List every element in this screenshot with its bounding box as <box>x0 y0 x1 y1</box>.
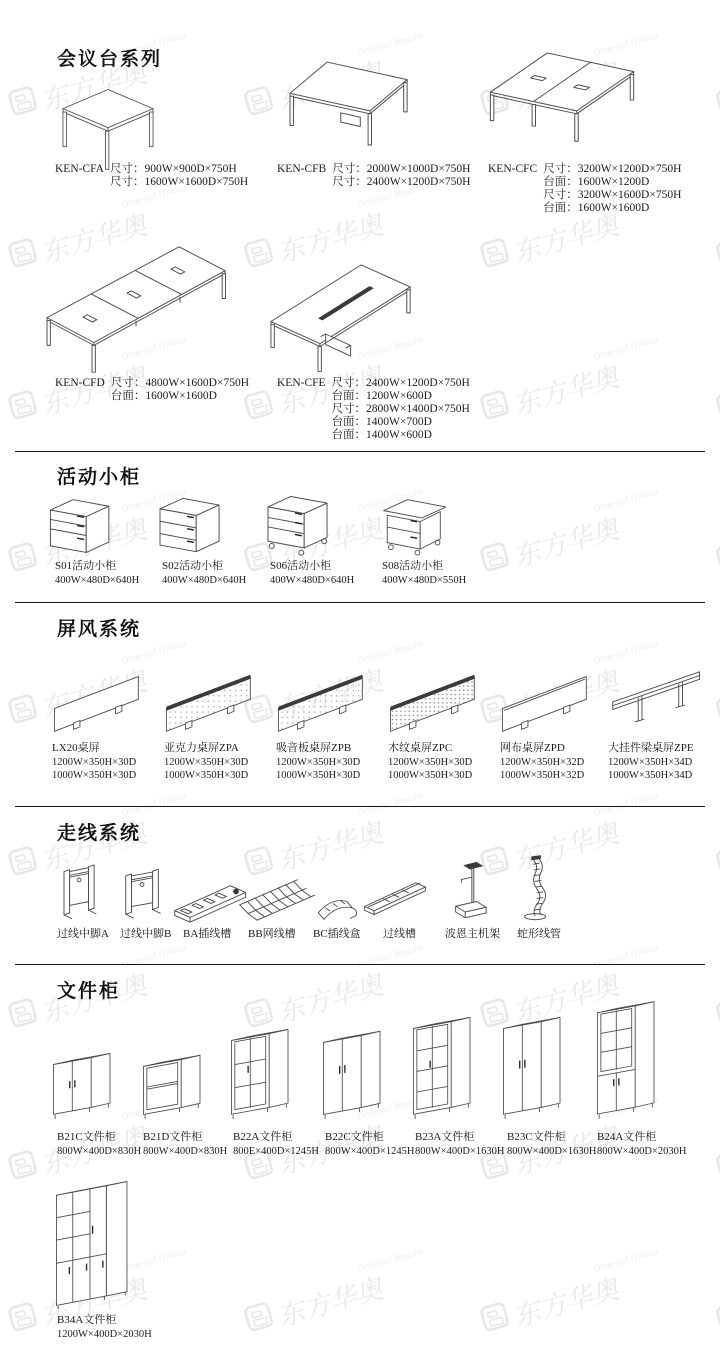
illustration-zpc-screen <box>386 672 486 734</box>
product-dims: 1200W×350H×30D <box>52 756 137 768</box>
product-name: S01活动小柜 <box>55 560 117 572</box>
spec-line: 尺寸：1600W×1600D×750H <box>109 176 249 188</box>
product-dims: 800W×400D×1630H <box>507 1145 597 1157</box>
section-divider <box>15 964 705 965</box>
product-dims: 800W×400D×2030H <box>597 1145 687 1157</box>
product-name: 过线槽 <box>383 928 416 940</box>
product-label <box>597 1131 686 1158</box>
product-code: KEN-CFE <box>277 377 326 389</box>
section-title: 会议台系列 <box>57 49 163 70</box>
section-divider <box>15 602 705 603</box>
product-dims: 1200W×350H×30D <box>276 756 361 768</box>
product-label <box>183 928 231 942</box>
illustration-snake-cable-spine <box>516 856 558 922</box>
illustration-cable-duct <box>360 878 430 916</box>
product-dims: 1000W×350H×30D <box>276 770 361 781</box>
illustration-b23c-cabinet <box>500 1013 572 1123</box>
product-name: LX20桌屏 <box>52 742 100 754</box>
spec-line: 尺寸：3200W×1600D×750H <box>543 189 682 201</box>
illustration-s06-pedestal <box>268 492 348 560</box>
illustration-ken-cfc <box>488 50 638 156</box>
product-dims: 1000W×350H×34D <box>608 770 693 781</box>
product-name: S06活动小柜 <box>270 560 332 572</box>
product-name: B22C文件柜 <box>325 1131 384 1143</box>
product-dims: 1000W×350H×30D <box>388 770 473 781</box>
spec-line: 尺寸：4800W×1600D×750H <box>110 377 250 389</box>
product-dims: 400W×480D×640H <box>162 574 247 586</box>
section-title: 走线系统 <box>57 823 142 844</box>
spec-line: 台面：1400W×600D <box>331 429 432 441</box>
product-label <box>270 560 354 587</box>
product-label <box>383 928 416 942</box>
section-divider <box>15 806 705 807</box>
product-code: KEN-CFA <box>55 163 104 175</box>
product-dims: 1200W×400D×2030H <box>57 1328 152 1340</box>
product-label <box>52 742 136 783</box>
illustration-ken-cfd <box>42 242 232 376</box>
product-label <box>325 1131 414 1158</box>
illustration-ken-cfb <box>290 58 412 154</box>
spec-line: 尺寸：2800W×1400D×750H <box>331 403 470 415</box>
product-dims: 1200W×350H×30D <box>164 756 249 768</box>
illustration-b34a-cabinet <box>53 1178 139 1309</box>
section-divider <box>15 451 705 452</box>
product-name: B21D文件柜 <box>143 1131 203 1143</box>
illustration-s02-pedestal <box>160 492 240 560</box>
spec-line: 尺寸：2000W×1000D×750H <box>332 163 471 175</box>
spec-line: 台面：1600W×1600D <box>110 390 217 402</box>
product-code: KEN-CFC <box>488 163 538 175</box>
product-dims: 800W×400D×1245H <box>325 1145 415 1157</box>
product-name: 过线中脚A <box>57 928 109 940</box>
product-name: 吸音板桌屏ZPB <box>276 742 352 754</box>
product-label <box>313 928 361 942</box>
product-label <box>143 1131 227 1158</box>
product-dims: 800W×400D×830H <box>57 1145 142 1157</box>
illustration-b22a-cabinet <box>228 1025 300 1123</box>
illustration-cpu-holder <box>448 860 490 922</box>
product-name: B34A文件柜 <box>57 1314 117 1326</box>
product-label <box>233 1131 319 1158</box>
product-name: 波恩主机架 <box>445 928 500 940</box>
product-name: 蛇形线管 <box>517 928 561 940</box>
product-dims: 1200W×350H×34D <box>608 756 693 768</box>
illustration-b21c-cabinet <box>50 1049 122 1123</box>
illustration-ken-cfe <box>270 261 414 359</box>
product-name: 网布桌屏ZPD <box>500 742 565 754</box>
product-dims: 1200W×350H×32D <box>500 756 585 768</box>
illustration-b21d-cabinet <box>140 1051 212 1123</box>
product-name: S08活动小柜 <box>382 560 444 572</box>
product-label <box>445 928 500 942</box>
product-label <box>55 377 249 403</box>
spec-line: 台面：1200W×600D <box>331 390 432 402</box>
product-label <box>57 1131 141 1158</box>
product-label <box>162 560 246 587</box>
illustration-zpd-screen <box>498 672 598 734</box>
product-name: S02活动小柜 <box>162 560 224 572</box>
illustration-cable-mid-leg-a <box>58 864 102 928</box>
product-label <box>55 163 248 189</box>
product-name: BA插线槽 <box>183 928 232 940</box>
illustration-b22c-cabinet <box>320 1027 392 1123</box>
product-dims: 400W×480D×640H <box>270 574 355 586</box>
illustration-lx20-screen <box>50 672 150 734</box>
product-label <box>488 163 681 215</box>
section-title: 屏风系统 <box>57 619 142 640</box>
section-title: 文件柜 <box>57 981 121 1002</box>
product-name: 大挂件梁桌屏ZPE <box>608 742 694 754</box>
product-dims: 400W×480D×640H <box>55 574 140 586</box>
illustration-zpb-screen <box>274 672 374 734</box>
product-code: KEN-CFD <box>55 377 105 389</box>
product-name: BB网线槽 <box>248 928 296 940</box>
product-name: B23A文件柜 <box>415 1131 475 1143</box>
product-label <box>248 928 296 942</box>
product-dims: 800W×400D×1630H <box>415 1145 505 1157</box>
illustration-zpa-screen <box>162 672 262 734</box>
product-dims: 1000W×350H×32D <box>500 770 585 781</box>
product-label <box>277 163 470 189</box>
product-label <box>164 742 248 783</box>
illustration-s08-pedestal <box>382 496 462 560</box>
spec-line: 尺寸：900W×900D×750H <box>109 163 237 175</box>
illustration-s01-pedestal <box>50 494 130 560</box>
product-dims: 800E×400D×1245H <box>233 1145 319 1157</box>
section-title: 活动小柜 <box>57 467 142 488</box>
spec-line: 尺寸：2400W×1200D×750H <box>331 377 470 389</box>
spec-line: 尺寸：2400W×1200D×750H <box>332 176 471 188</box>
product-label <box>507 1131 596 1158</box>
product-label <box>382 560 466 587</box>
product-label <box>500 742 584 783</box>
spec-line: 台面：1600W×1200D <box>543 176 650 188</box>
product-label <box>388 742 472 783</box>
illustration-b23a-cabinet <box>410 1013 482 1123</box>
product-dims: 1000W×350H×30D <box>164 770 249 781</box>
product-label <box>608 742 694 783</box>
spec-line: 台面：1600W×1600D <box>543 202 650 214</box>
product-label <box>517 928 561 942</box>
product-label <box>55 560 139 587</box>
product-name: B21C文件柜 <box>57 1131 116 1143</box>
product-dims: 800W×400D×830H <box>143 1145 228 1157</box>
product-label <box>57 928 109 942</box>
product-label <box>57 1314 152 1341</box>
product-dims: 1000W×350H×30D <box>52 770 137 781</box>
product-name: 过线中脚B <box>120 928 172 940</box>
product-label <box>277 377 470 442</box>
illustration-zpe-screen-beam <box>606 668 710 734</box>
product-label <box>415 1131 504 1158</box>
product-name: B23C文件柜 <box>507 1131 566 1143</box>
spec-line: 台面：1400W×700D <box>331 416 432 428</box>
product-name: B24A文件柜 <box>597 1131 657 1143</box>
product-name: BC插线盒 <box>313 928 361 940</box>
product-code: KEN-CFB <box>277 163 327 175</box>
product-label <box>120 928 171 942</box>
product-dims: 400W×480D×550H <box>382 574 467 586</box>
product-name: B22A文件柜 <box>233 1131 293 1143</box>
product-name: 木纹桌屏ZPC <box>388 742 453 754</box>
illustration-b24a-cabinet <box>594 997 666 1123</box>
product-label <box>276 742 360 783</box>
product-name: 亚克力桌屏ZPA <box>164 742 239 754</box>
product-dims: 1200W×350H×30D <box>388 756 473 768</box>
spec-line: 尺寸：3200W×1200D×750H <box>543 163 682 175</box>
illustration-cable-mid-leg-b <box>120 868 166 926</box>
